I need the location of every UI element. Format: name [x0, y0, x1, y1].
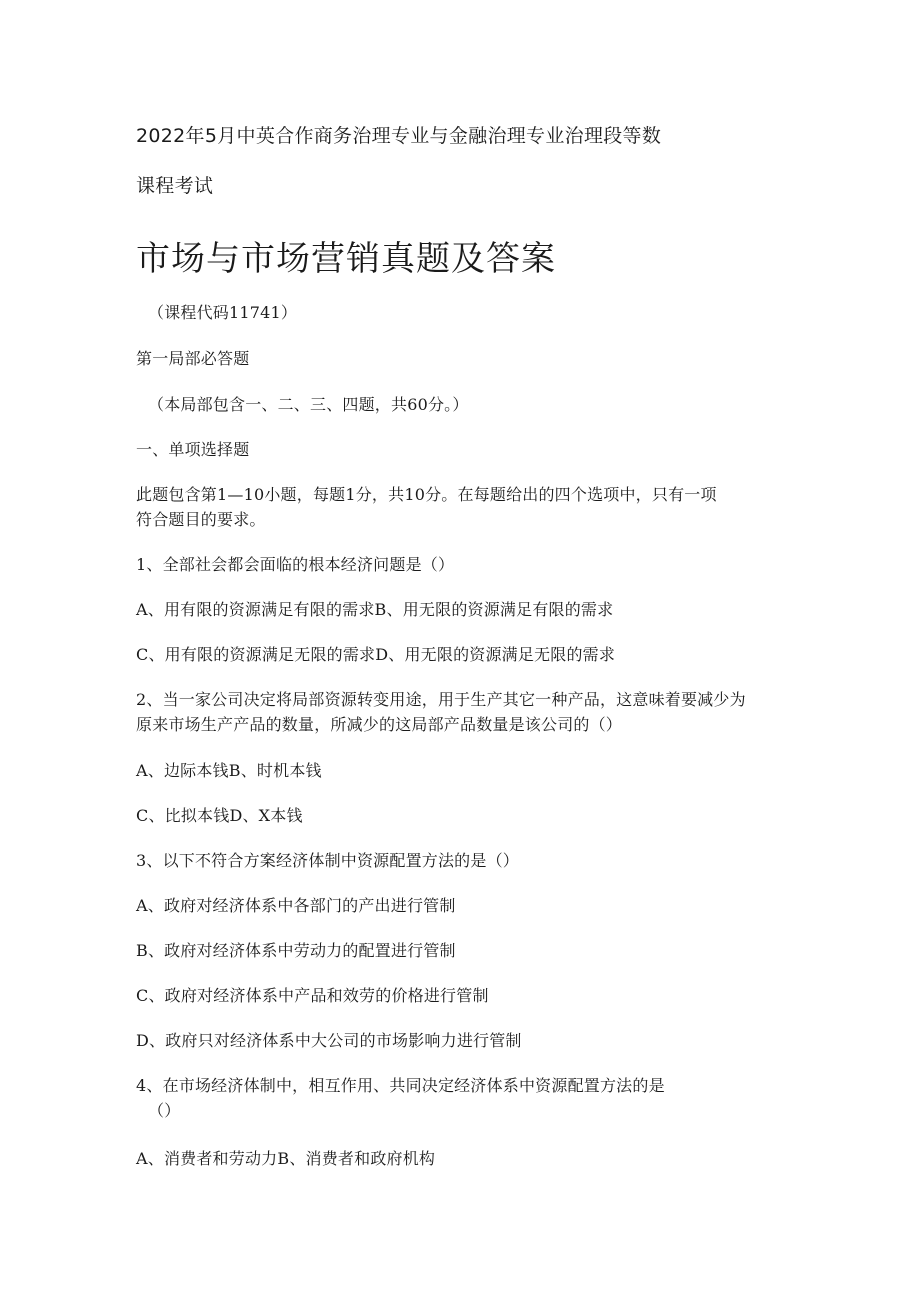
question-1-option-ab: A、用有限的资源满足有限的需求B、用无限的资源满足有限的需求 — [136, 600, 614, 619]
exam-header-line-1: 2022年5月中英合作商务治理专业与金融治理专业治理段等数 — [136, 125, 662, 147]
question-1-stem: 1、全部社会都会面临的根本经济问题是（） — [136, 555, 455, 574]
question-1-option-cd: C、用有限的资源满足无限的需求D、用无限的资源满足无限的需求 — [136, 645, 616, 664]
question-3-option-c: C、政府对经济体系中产品和效劳的价格进行管制 — [136, 986, 489, 1005]
part-heading: 第一局部必答题 — [136, 349, 250, 368]
question-4-stem-line-2: （） — [148, 1101, 181, 1120]
question-2-option-cd: C、比拟本钱D、X本钱 — [136, 806, 303, 825]
question-4-stem-line-1: 4、在市场经济体制中，相互作用、共同决定经济体系中资源配置方法的是 — [136, 1076, 665, 1095]
course-code: （课程代码11741） — [148, 303, 298, 322]
section-instruction-line-1: 此题包含第1—10小题，每题1分，共10分。在每题给出的四个选项中，只有一项 — [136, 485, 717, 504]
question-3-option-d: D、政府只对经济体系中大公司的市场影响力进行管制 — [136, 1031, 522, 1050]
question-2-option-ab: A、边际本钱B、时机本钱 — [136, 761, 322, 780]
section-heading: 一、单项选择题 — [136, 440, 250, 459]
question-3-option-b: B、政府对经济体系中劳动力的配置进行管制 — [136, 941, 456, 960]
question-2-stem-line-2: 原来市场生产产品的数量，所减少的这局部产品数量是该公司的（） — [136, 715, 623, 734]
question-3-stem: 3、以下不符合方案经济体制中资源配置方法的是（） — [136, 851, 519, 870]
part-note: （本局部包含一、二、三、四题，共60分。） — [148, 395, 469, 414]
document-title: 市场与市场营销真题及答案 — [136, 239, 556, 279]
exam-header-line-2: 课程考试 — [136, 175, 214, 197]
section-instruction-line-2: 符合题目的要求。 — [136, 510, 266, 529]
question-3-option-a: A、政府对经济体系中各部门的产出进行管制 — [136, 896, 456, 915]
question-4-option-ab: A、消费者和劳动力B、消费者和政府机构 — [136, 1149, 436, 1168]
question-2-stem-line-1: 2、当一家公司决定将局部资源转变用途，用于生产其它一种产品，这意味着要减少为 — [136, 690, 746, 709]
